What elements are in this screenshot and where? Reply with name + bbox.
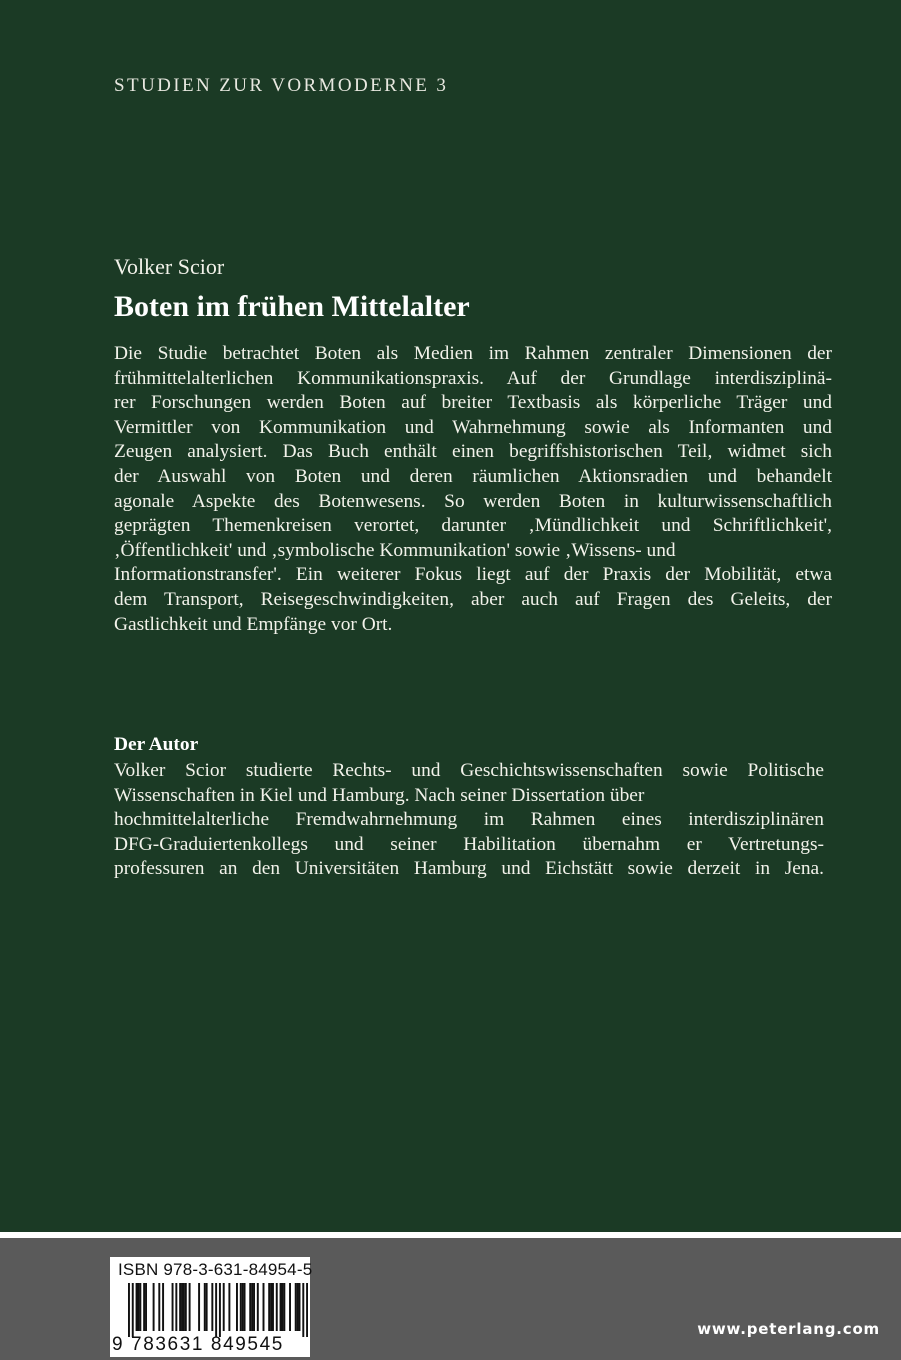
blurb-line: geprägten Themenkreisen verortet, darunter ‚Mündlichkeit und Schriftlichkeit',	[114, 515, 832, 537]
barcode-bar	[302, 1283, 304, 1337]
barcode-bar	[153, 1283, 155, 1331]
barcode-bar	[128, 1283, 130, 1337]
barcode-bar	[132, 1283, 134, 1337]
barcode-bar	[257, 1283, 259, 1331]
barcode-bar	[136, 1283, 138, 1331]
barcode-bar	[158, 1283, 160, 1331]
barcode-bar	[295, 1283, 297, 1331]
barcode-bar	[289, 1283, 291, 1331]
barcode-bar	[299, 1283, 301, 1331]
barcode-bar	[211, 1283, 213, 1331]
blurb-line: Informationstransfer'. Ein weiterer Fokus liegt auf der Praxis der Mobilität, etwa	[114, 564, 832, 586]
book-title: Boten im frühen Mittelalter	[114, 290, 470, 323]
barcode-bar	[297, 1283, 299, 1331]
barcode-bar	[283, 1283, 285, 1331]
footer-divider	[0, 1232, 901, 1238]
isbn-barcode	[110, 1257, 313, 1357]
blurb-line: Zeugen analysiert. Das Buch enthält einen begriffshistorischen Teil, widmet sich	[114, 441, 832, 463]
barcode-bar	[219, 1283, 221, 1337]
barcode-bar	[272, 1283, 274, 1331]
barcode-bar	[251, 1283, 253, 1331]
blurb-line: rer Forschungen werden Boten auf breiter Textbasis als körperliche Träger und	[114, 392, 832, 414]
barcode-bar	[143, 1283, 145, 1331]
blurb-line: ‚Öffentlichkeit' und ‚symbolische Kommunikation' sowie ‚Wissens- und	[114, 539, 676, 561]
blurb	[114, 342, 832, 637]
blurb-line: der Auswahl von Boten und deren räumlichen Aktionsradien und behandelt	[114, 465, 832, 487]
blurb-line: Die Studie betrachtet Boten als Medien im Rahmen zentraler Dimensionen der	[114, 343, 832, 364]
author-name: Volker Scior	[114, 254, 225, 279]
barcode-bar	[162, 1283, 164, 1331]
series-title: STUDIEN ZUR VORMODERNE 3	[114, 75, 449, 96]
barcode-bar	[139, 1283, 141, 1331]
barcode-bar	[281, 1283, 283, 1331]
blurb-line: Vermittler von Kommunikation und Wahrnehmung sowie als Informanten und	[114, 416, 832, 438]
about-line: hochmittelalterliche Fremdwahrnehmung im Rahmen eines interdisziplinären	[114, 809, 824, 831]
about-line: Wissenschaften in Kiel und Hamburg. Nach seiner Dissertation über	[114, 784, 645, 806]
barcode-bar	[244, 1283, 246, 1331]
barcode-bar	[236, 1283, 238, 1331]
barcode-bar	[280, 1283, 282, 1331]
blurb-line: frühmittelalterlichen Kommunikationspraxis. Auf der Grundlage interdisziplinä-	[114, 367, 832, 389]
barcode-bar	[249, 1283, 251, 1331]
barcode-bar	[172, 1283, 174, 1331]
barcode-bar	[223, 1283, 225, 1331]
barcode-bar	[179, 1283, 181, 1331]
barcode-bar	[145, 1283, 147, 1331]
barcode-bar	[228, 1283, 230, 1331]
about-line: DFG-Graduiertenkollegs und seiner Habilitation übernahm er Vertretungs-	[114, 833, 824, 855]
barcode-bars	[114, 1283, 308, 1337]
barcode-number: 9 783631 849545	[112, 1334, 284, 1355]
barcode-bar	[276, 1283, 278, 1331]
barcode-bar	[189, 1283, 191, 1331]
publisher-website: www.peterlang.com	[697, 1320, 880, 1338]
about-author-text	[114, 759, 824, 882]
barcode-bar	[215, 1283, 217, 1337]
blurb-line: dem Transport, Reisegeschwindigkeiten, aber auch auf Fragen des Geleits, der	[114, 588, 832, 610]
isbn-label: ISBN 978-3-631-84954-5	[118, 1260, 313, 1279]
about-author-heading: Der Autor	[114, 734, 199, 755]
barcode-bar	[181, 1283, 183, 1331]
about-line: professuren an den Universitäten Hamburg und Eichstätt sowie derzeit in Jena.	[114, 858, 824, 880]
barcode-bar	[183, 1283, 185, 1331]
barcode-bar	[242, 1283, 244, 1331]
barcode-bar	[240, 1283, 242, 1331]
blurb-line: Gastlichkeit und Empfänge vor Ort.	[114, 613, 393, 635]
blurb-line: agonale Aspekte des Botenwesens. So werden Boten in kulturwissenschaftlich	[114, 490, 832, 512]
barcode-bar	[263, 1283, 265, 1331]
barcode-bar	[137, 1283, 139, 1331]
barcode-bar	[306, 1283, 308, 1337]
barcode-bar	[204, 1283, 206, 1331]
about-line: Volker Scior studierte Rechts- und Geschichtswissenschaften sowie Politische	[114, 760, 824, 781]
barcode-bar	[198, 1283, 200, 1331]
barcode-bar	[175, 1283, 177, 1331]
barcode-bar	[268, 1283, 270, 1331]
barcode-bar	[253, 1283, 255, 1331]
barcode-bar	[270, 1283, 272, 1331]
barcode-bar	[206, 1283, 208, 1331]
barcode-bar	[185, 1283, 187, 1331]
